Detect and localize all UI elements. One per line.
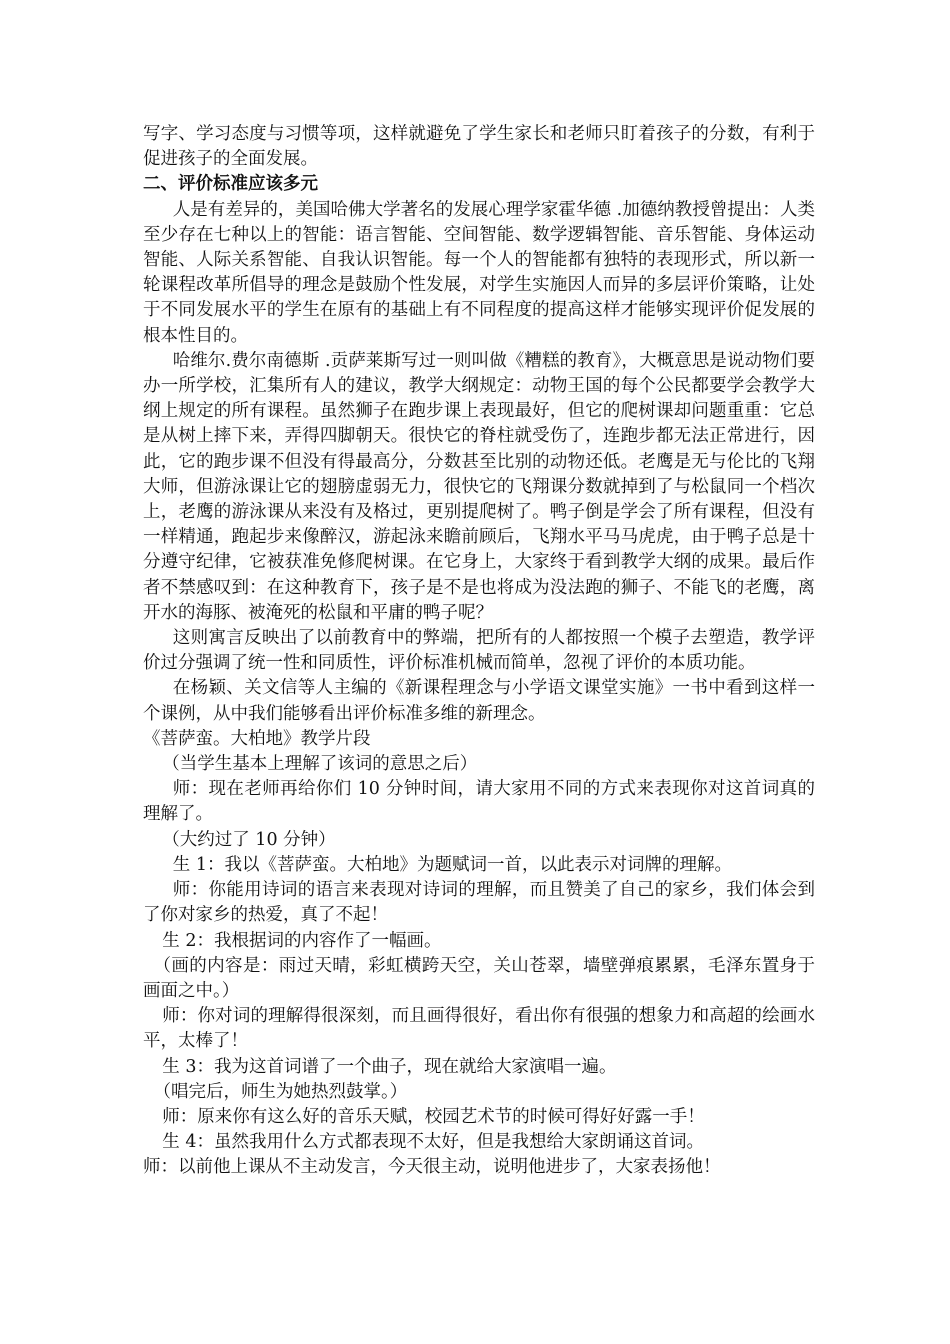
- stage-note-2: （大约过了 10 分钟）: [162, 829, 336, 850]
- stage-note-3: （画的内容是：雨过天晴，彩虹横跨天空，关山苍翠，墙壁弹痕累累，毛泽东置身于画面之中。）: [143, 955, 815, 1001]
- lesson-title: 《菩萨蛮。大柏地》教学片段: [143, 728, 371, 749]
- fable-paragraph: 哈维尔.费尔南德斯 .贡萨莱斯写过一则叫做《糟糕的教育》，大概意思是说动物们要办一所学校，汇集所有人的建议，教学大纲规定：动物王国的每个公民都要学会教学大纲上规定的所有课程。虽然狮子在跑步课上表现最好，但它的爬树课却问题重重：它总是从树上摔下来，弄得四脚朝天。很快它的脊柱就受伤了，连跑步都无法正常进行，因此，它的跑步课不但没有得最高分，分数甚至比别的动物还低。老鹰是无与伦比的飞翔大师，但游泳课让它的翅膀虚弱无力，很快它的飞翔课分数就掉到了与松鼠同一个档次上，老鹰的游泳课从来没有及格过，更别提爬树了。鸭子倒是学会了所有课程，但没有一样精通，跑起步来像醉汉，游起泳来瞻前顾后，飞翔水平马马虎虎，由于鸭子总是十分遵守纪律，它被获准免修爬树课。在它身上，大家终于看到教学大纲的成果。最后作者不禁感叹到：在这种教育下，孩子是不是也将成为没法跑的狮子、不能飞的老鹰，离开水的海豚、被淹死的松鼠和平庸的鸭子呢？: [143, 350, 815, 623]
- teacher-line-1: 师：现在老师再给你们 10 分钟时间，请大家用不同的方式来表现你对这首词真的理解了。: [143, 779, 815, 825]
- book-paragraph: 在杨颖、关文信等人主编的《新课程理念与小学语文课堂实施》一书中看到这样一个课例，从中我们能够看出评价标准多维的新理念。: [143, 678, 815, 724]
- student-line-3: 生 3：我为这首词谱了一个曲子，现在就给大家演唱一遍。: [162, 1056, 617, 1077]
- stage-note-1: （当学生基本上理解了该词的意思之后）: [162, 754, 478, 775]
- intro-paragraph: 写字、学习态度与习惯等项，这样就避免了学生家长和老师只盯着孩子的分数，有利于促进孩子的全面发展。: [143, 124, 815, 170]
- teacher-line-4: 师：原来你有这么好的音乐天赋，校园艺术节的时候可得好好露一手！: [162, 1106, 705, 1127]
- document-body: [143, 122, 815, 1181]
- gardner-paragraph: 人是有差异的，美国哈佛大学著名的发展心理学家霍华德 .加德纳教授曾提出：人类至少存在七种以上的智能：语言智能、空间智能、数学逻辑智能、音乐智能、身体运动智能、人际关系智能、自我认识智能。每一个人的智能都有独特的表现形式，所以新一轮课程改革所倡导的理念是鼓励个性发展，对学生实施因人而异的多层评价策略，让处于不同发展水平的学生在原有的基础上有不同程度的提高这样才能够实现评价促发展的根本性目的。: [143, 199, 815, 346]
- teacher-line-2: 师：你能用诗词的语言来表现对诗词的理解，而且赞美了自己的家乡，我们体会到了你对家乡的热爱，真了不起！: [143, 880, 815, 926]
- student-line-4: 生 4：虽然我用什么方式都表现不太好，但是我想给大家朗诵这首词。: [162, 1132, 704, 1153]
- section-heading: 二、评价标准应该多元: [143, 174, 318, 195]
- reflection-paragraph: 这则寓言反映出了以前教育中的弊端，把所有的人都按照一个模子去塑造，教学评价过分强调了统一性和同质性，评价标准机械而简单，忽视了评价的本质功能。: [143, 628, 815, 674]
- student-line-2: 生 2：我根据词的内容作了一幅画。: [162, 930, 442, 951]
- teacher-line-5: 师：以前他上课从不主动发言，今天很主动，说明他进步了，大家表扬他！: [143, 1157, 721, 1178]
- stage-note-4: （唱完后，师生为她热烈鼓掌。）: [153, 1081, 408, 1102]
- teacher-line-3: 师：你对词的理解得很深刻，而且画得很好，看出你有很强的想象力和高超的绘画水平，太棒了！: [143, 1006, 815, 1052]
- student-line-1: 生 1：我以《菩萨蛮。大柏地》为题赋词一首，以此表示对词牌的理解。: [172, 854, 732, 875]
